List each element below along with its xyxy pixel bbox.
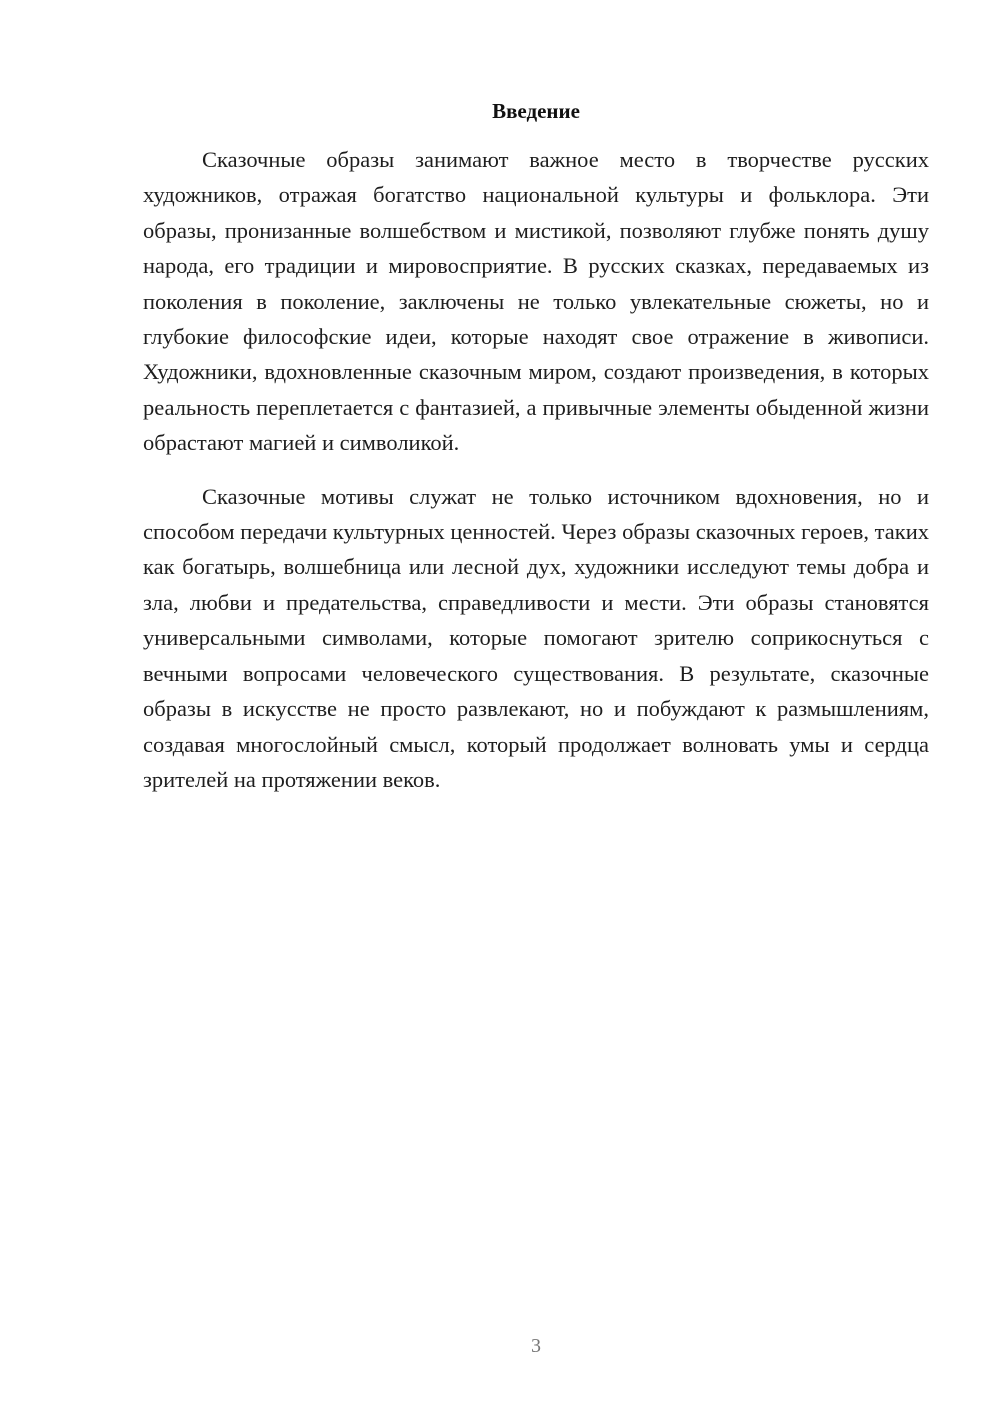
page-number: 3 <box>531 1335 541 1357</box>
paragraph-2: Сказочные мотивы служат не только источником вдохновения, но и способом передачи культурных ценностей. Через образы сказочных героев, таких как богатырь, волшебница или лесной дух, художники исследуют темы добра и зла, любви и предательства, справедливости и мести. Эти образы становятся универсальными символами, которые помогают зрителю соприкоснуться с вечными вопросами человеческого существования. В результате, сказочные образы в искусстве не просто развлекают, но и побуждают к размышлениям, создавая многослойный смысл, который продолжает волновать умы и сердца зрителей на протяжении веков. <box>143 483 929 792</box>
section-heading: Введение <box>492 99 580 123</box>
body-text <box>143 142 929 797</box>
paragraph-1: Сказочные образы занимают важное место в творчестве русских художников, отражая богатство национальной культуры и фольклора. Эти образы, пронизанные волшебством и мистикой, позволяют глубже понять душу народа, его традиции и мировосприятие. В русских сказках, передаваемых из поколения в поколение, заключены не только увлекательные сюжеты, но и глубокие философские идеи, которые находят свое отражение в живописи. Художники, вдохновленные сказочным миром, создают произведения, в которых реальность переплетается с фантазией, а привычные элементы обыденной жизни обрастают магией и символикой. <box>143 147 929 456</box>
